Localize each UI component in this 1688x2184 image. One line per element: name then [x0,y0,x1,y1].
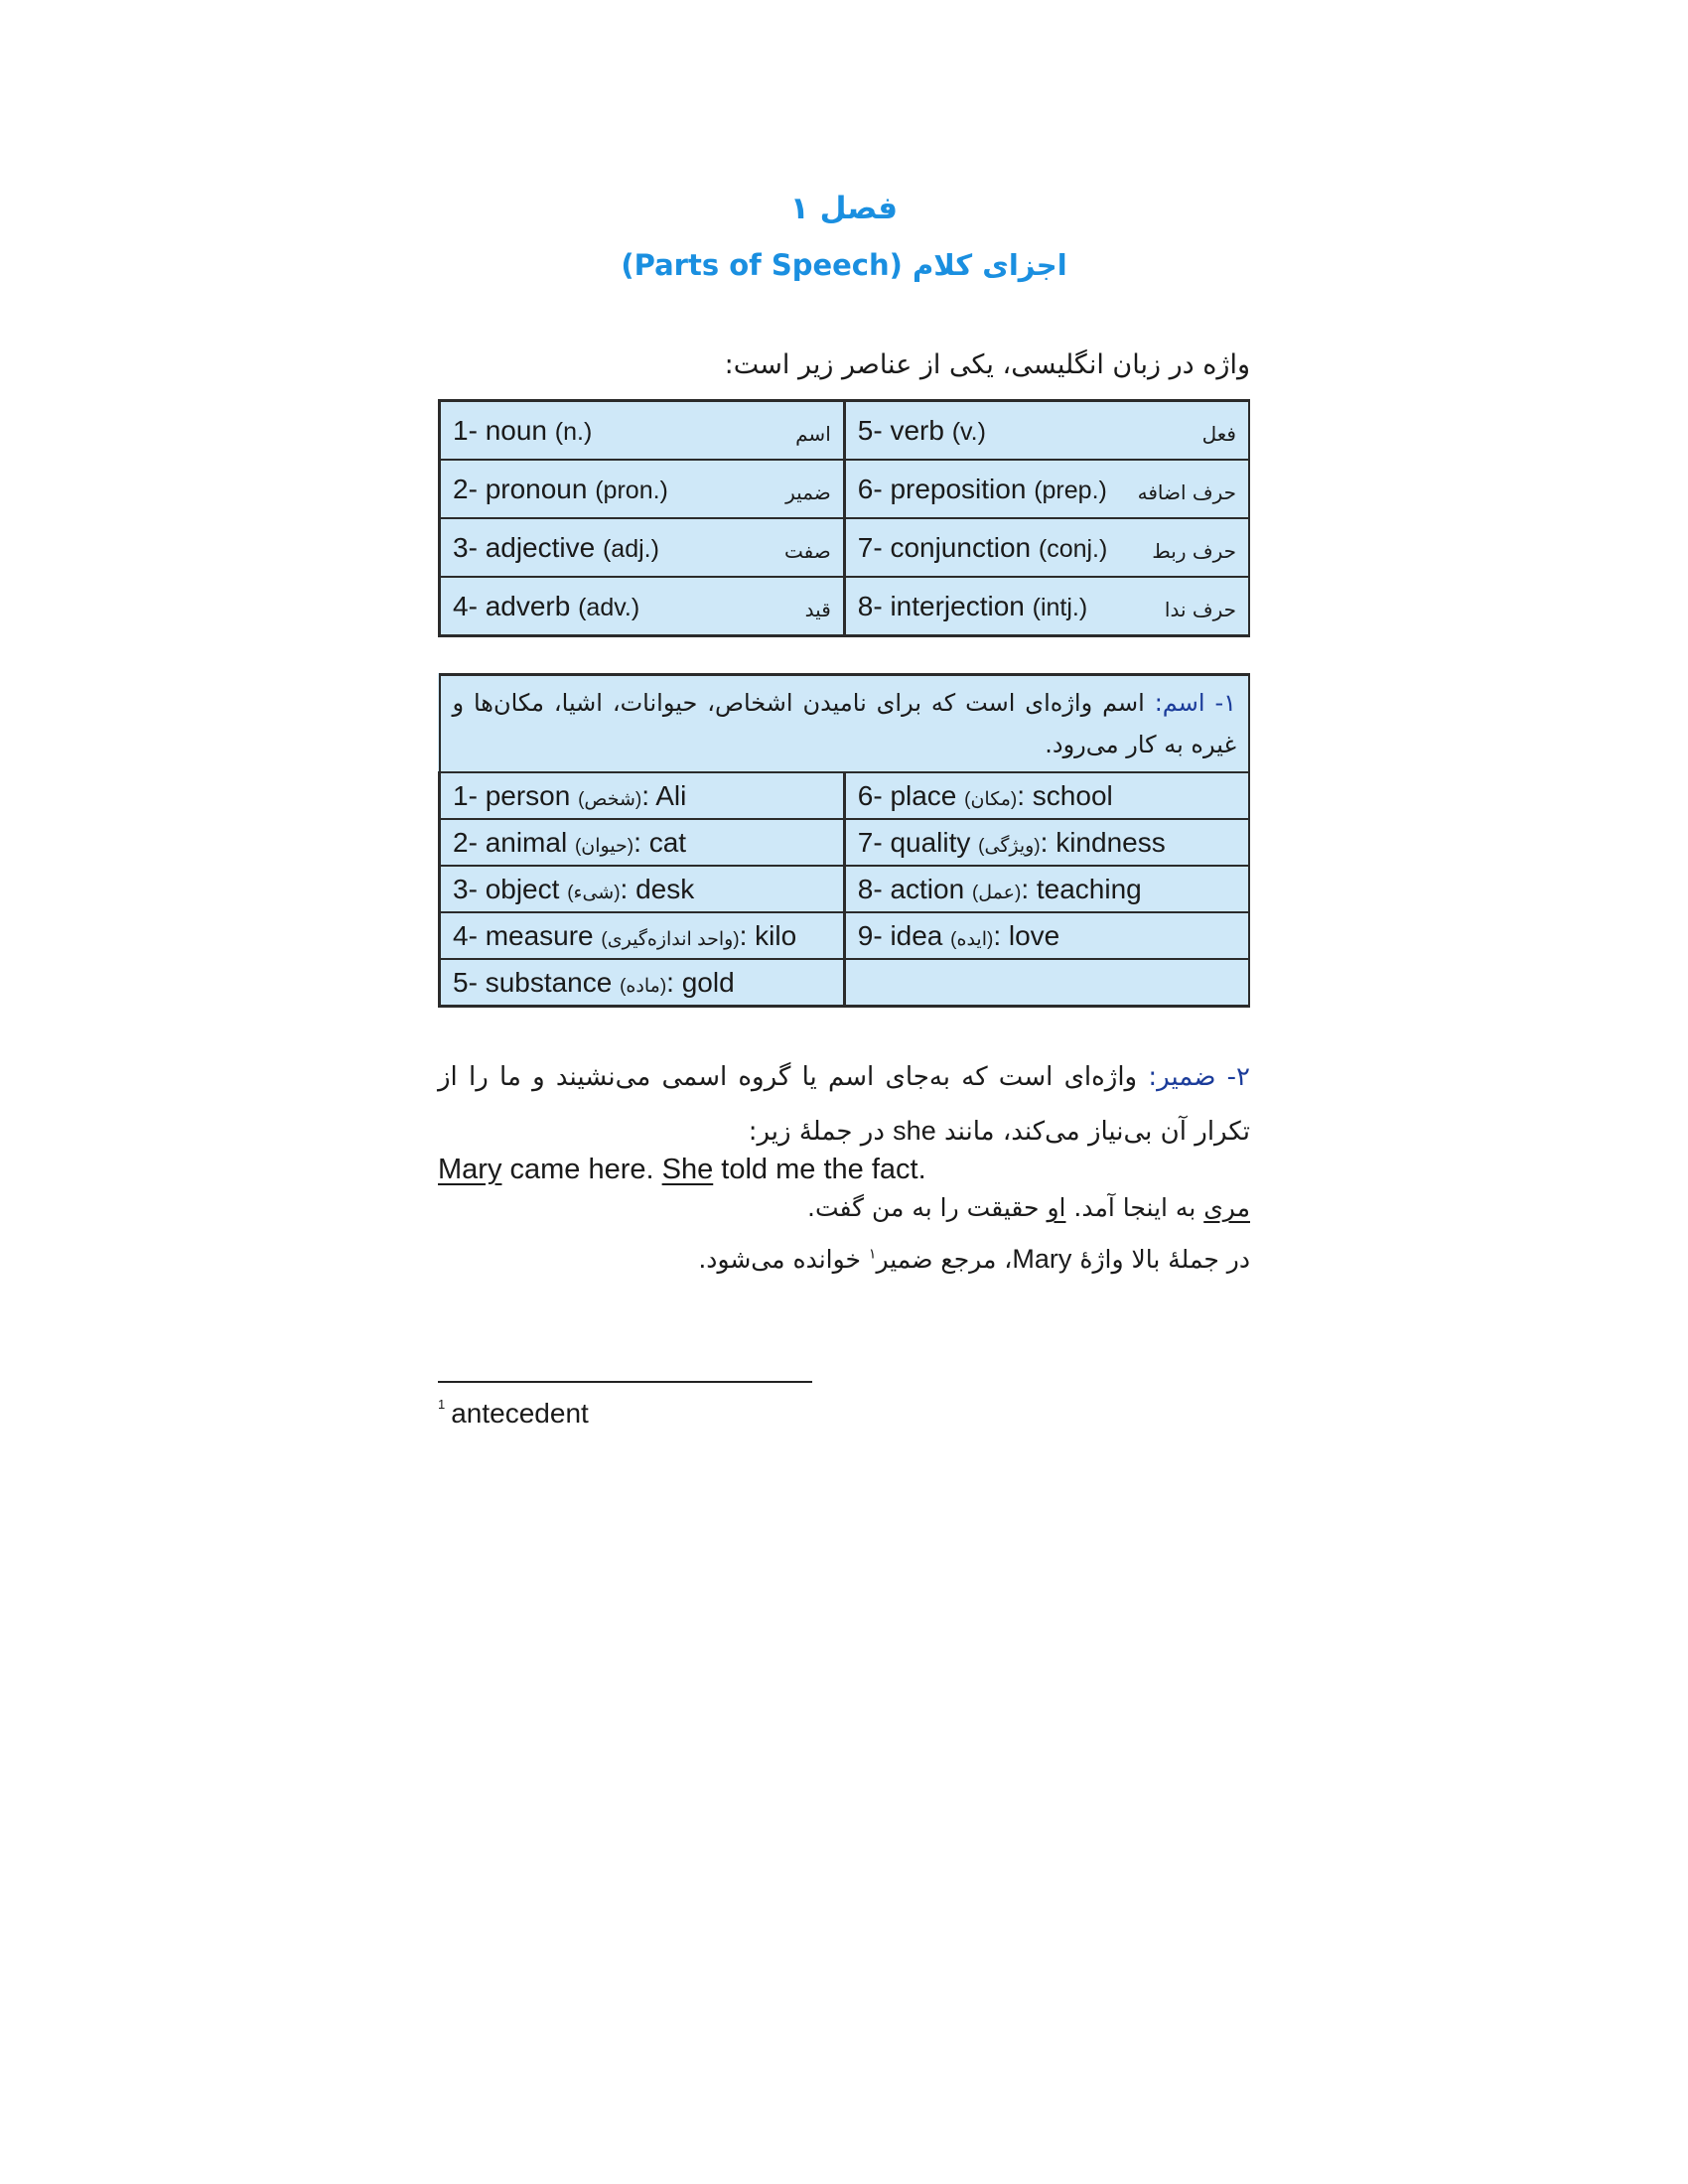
noun-definition [440,675,1250,773]
pos-term-fa: قید [804,597,831,621]
pos-term-fa: اسم [795,421,831,446]
pos-term-fa: ضمیر [785,479,831,504]
intro-text: واژه در زبان انگلیسی، یکی از عناصر زیر است: [724,349,1250,380]
pos-row [440,401,1250,461]
pronoun-definition [438,1050,1250,1159]
pos-term: 1- noun (n.) [453,414,593,446]
noun-type-cell: 3- object (شیء): desk [440,866,845,912]
antecedent-note [438,1244,1250,1275]
example-word-she: She [661,1154,714,1185]
example-mid: came here. [501,1154,662,1185]
pronoun-text-before: واژه‌ای است که به‌جای اسم یا گروه اسمی می‌نشیند و ما را از تکرار آن بی‌نیاز می‌کند، مانند [438,1062,1250,1147]
footnote [438,1397,589,1430]
note-end: خوانده می‌شود. [698,1245,869,1274]
noun-type-row [440,959,1250,1007]
pos-cell [440,401,845,461]
note-word: Mary [1012,1244,1072,1274]
noun-type-row [440,912,1250,959]
pos-cell [440,577,845,636]
pos-cell [440,518,845,577]
pos-term: 8- interjection (intj.) [857,590,1088,621]
noun-type-cell: 6- place (مکان): school [844,772,1249,819]
pos-row [440,460,1250,518]
pos-term-fa: فعل [1201,421,1236,446]
noun-type-cell: 9- idea (ایده): love [844,912,1249,959]
noun-type-row [440,772,1250,819]
example-end: told me the fact. [713,1154,926,1185]
footnote-divider [438,1381,812,1383]
parts-of-speech-table [438,399,1250,637]
pronoun-text-after: در جملهٔ زیر: [748,1117,885,1147]
noun-types-table [438,673,1250,1008]
empty-cell [844,959,1249,1007]
noun-type-row [440,819,1250,866]
pos-term: 4- adverb (adv.) [453,590,640,621]
example-sentence-en [438,1154,926,1186]
pos-cell [440,460,845,518]
pronoun-keyword: she [893,1116,936,1146]
pos-cell [844,460,1249,518]
noun-type-cell: 4- measure (واحد اندازه‌گیری): kilo [440,912,845,959]
example-sentence-fa [438,1193,1250,1222]
pos-term-fa: حرف ربط [1152,538,1236,563]
pos-term-fa: صفت [784,538,831,563]
example-fa-word-2: او [1047,1193,1066,1222]
pos-cell [844,577,1249,636]
noun-definition-row [440,675,1250,773]
footnote-number: 1 [438,1397,446,1412]
pos-cell [844,518,1249,577]
pos-row [440,518,1250,577]
chapter-number: فصل ۱ [789,191,899,226]
pos-term-fa: حرف ندا [1164,597,1236,621]
example-fa-word-1: مری [1203,1193,1250,1222]
pos-term: 5- verb (v.) [857,414,986,446]
pos-term-fa: حرف اضافه [1137,479,1236,504]
pos-row [440,577,1250,636]
noun-type-cell: 2- animal (حیوان): cat [440,819,845,866]
footnote-text: antecedent [451,1398,589,1429]
noun-label: ۱- اسم: [1154,689,1236,717]
note-footnote-ref[interactable]: ۱ [868,1246,877,1263]
noun-type-row [440,866,1250,912]
noun-type-cell: 7- quality (ویژگی): kindness [844,819,1249,866]
note-after: ، مرجع ضمیر [876,1245,1013,1274]
noun-type-cell: 1- person (شخص): Ali [440,772,845,819]
pos-term: 3- adjective (adj.) [453,531,659,563]
example-fa-end: حقیقت را به من گفت. [807,1193,1048,1222]
note-before: در جملهٔ بالا واژهٔ [1079,1245,1250,1274]
pos-term: 2- pronoun (pron.) [453,473,668,504]
pos-term: 7- conjunction (conj.) [857,531,1108,563]
noun-type-cell: 8- action (عمل): teaching [844,866,1249,912]
example-fa-mid: به اینجا آمد. [1065,1193,1204,1222]
example-word-mary: Mary [438,1154,502,1185]
chapter-title: اجزای کلام (Parts of Speech) [621,248,1067,282]
pronoun-label: ۲- ضمیر: [1148,1062,1250,1092]
pos-term: 6- preposition (prep.) [857,473,1107,504]
pos-cell [844,401,1249,461]
noun-definition-text: اسم واژه‌ای است که برای نامیدن اشخاص، حیوانات، اشیا، مکان‌ها و غیره به کار می‌رود. [452,689,1236,758]
noun-type-cell: 5- substance (ماده): gold [440,959,845,1007]
